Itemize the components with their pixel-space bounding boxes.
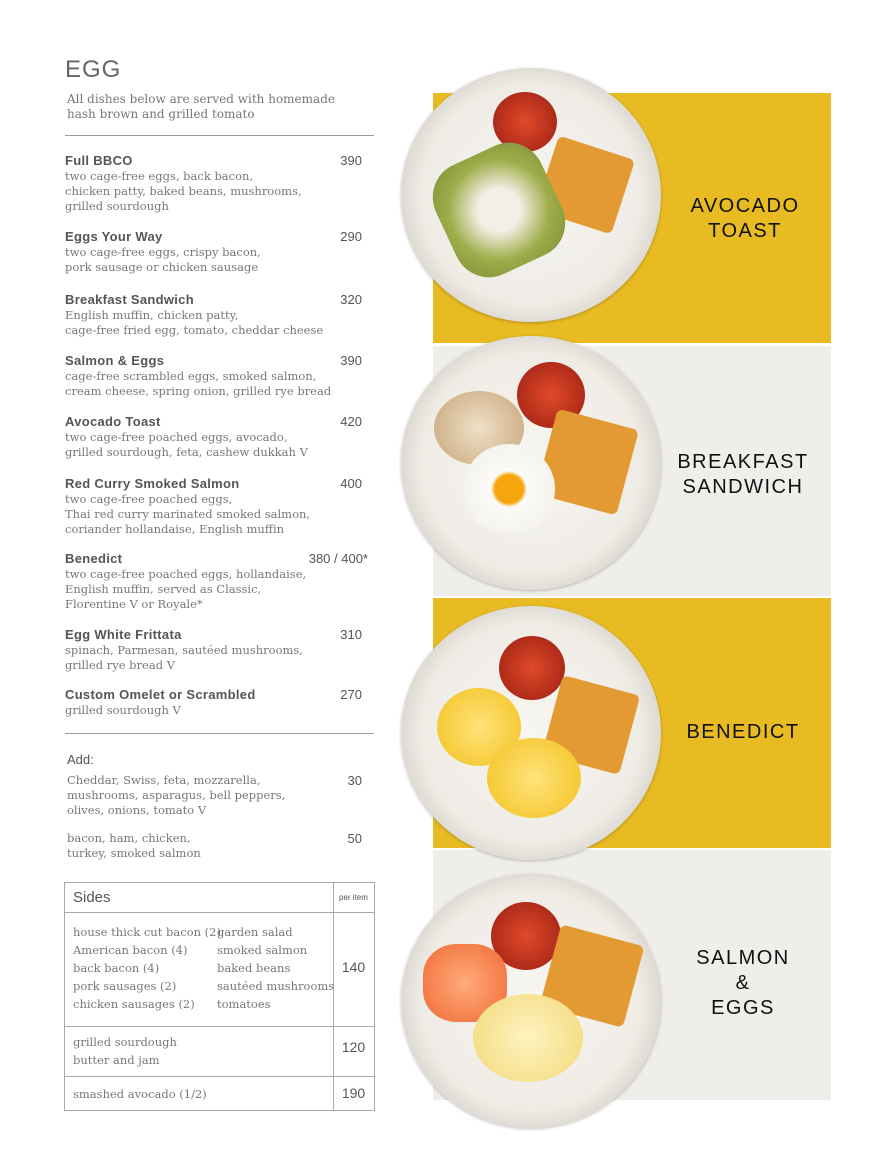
- item-price: 270: [340, 687, 362, 702]
- side-items-col1: smashed avocado (1/2): [73, 1087, 207, 1101]
- addon-price: 50: [347, 831, 362, 846]
- menu-item: [65, 551, 370, 612]
- sides-header-row: [65, 883, 374, 913]
- item-name: Salmon & Eggs: [65, 353, 165, 368]
- item-price: 390: [340, 153, 362, 168]
- avocado-toast-plate-image: [401, 68, 661, 322]
- item-price: 390: [340, 353, 362, 368]
- menu-item: [65, 476, 370, 537]
- sides-table: [64, 882, 375, 1111]
- item-name: Red Curry Smoked Salmon: [65, 476, 240, 491]
- section-subtitle: All dishes below are served with homemade hash brown and grilled tomato: [67, 92, 335, 121]
- menu-item: [65, 229, 370, 275]
- section-title: EGG: [65, 56, 122, 83]
- table-row: [65, 1077, 374, 1110]
- menu-item: [65, 153, 370, 214]
- table-row: [65, 1027, 374, 1077]
- per-item-label: per item: [339, 893, 368, 902]
- dish-label-breakfast-sandwich: BREAKFAST SANDWICH: [677, 451, 809, 498]
- addon-price: 30: [347, 773, 362, 788]
- dish-label-benedict: BENEDICT: [686, 721, 800, 743]
- table-row: [65, 913, 374, 1027]
- item-name: Breakfast Sandwich: [65, 292, 194, 307]
- item-description: cage-free scrambled eggs, smoked salmon, cream cheese, spring onion, grilled rye bread: [65, 369, 332, 398]
- addon-description: Cheddar, Swiss, feta, mozzarella, mushrooms, asparagus, bell peppers, olives, onions, tomato V: [67, 773, 286, 817]
- salmon-eggs-plate-image: [401, 874, 661, 1128]
- poached-egg-image: [487, 738, 581, 818]
- menu-item: [65, 353, 370, 399]
- item-description: spinach, Parmesan, sautéed mushrooms, grilled rye bread V: [65, 643, 303, 672]
- item-name: Eggs Your Way: [65, 229, 163, 244]
- sides-title: Sides: [73, 889, 111, 906]
- item-name: Egg White Frittata: [65, 627, 182, 642]
- item-description: two cage-free poached eggs, avocado, grilled sourdough, feta, cashew dukkah V: [65, 430, 308, 459]
- item-price: 380 / 400*: [308, 551, 368, 566]
- item-price: 400: [340, 476, 362, 491]
- side-price: 120: [341, 1039, 366, 1055]
- item-description: grilled sourdough V: [65, 703, 181, 717]
- item-description: two cage-free eggs, back bacon, chicken patty, baked beans, mushrooms, grilled sourdough: [65, 169, 302, 213]
- fried-egg-image: [463, 444, 555, 534]
- item-price: 290: [340, 229, 362, 244]
- side-items-col1: house thick cut bacon (2) American bacon (4) back bacon (4) pork sausages (2) chicken sausages (2): [73, 925, 221, 1011]
- item-price: 320: [340, 292, 362, 307]
- item-name: Benedict: [65, 551, 123, 566]
- benedict-plate-image: [401, 606, 661, 860]
- addon-option: [67, 773, 367, 818]
- addon-description: bacon, ham, chicken, turkey, smoked salmon: [67, 831, 201, 860]
- divider: [65, 135, 374, 136]
- item-description: two cage-free poached eggs, hollandaise, English muffin, served as Classic, Florentine V or Royale*: [65, 567, 307, 611]
- item-name: Full BBCO: [65, 153, 133, 168]
- side-items-col1: grilled sourdough butter and jam: [73, 1035, 177, 1067]
- side-items-col2: garden salad smoked salmon baked beans sautéed mushrooms tomatoes: [217, 925, 335, 1011]
- addon-option: [67, 831, 367, 861]
- side-price: 190: [341, 1085, 366, 1101]
- menu-item: [65, 687, 370, 718]
- side-price: 140: [341, 959, 366, 975]
- menu-item: [65, 414, 370, 460]
- breakfast-sandwich-plate-image: [401, 336, 661, 590]
- item-description: two cage-free eggs, crispy bacon, pork sausage or chicken sausage: [65, 245, 261, 274]
- item-price: 420: [340, 414, 362, 429]
- grilled-tomato-image: [499, 636, 565, 700]
- item-price: 310: [340, 627, 362, 642]
- item-description: two cage-free poached eggs, Thai red curry marinated smoked salmon, coriander hollandaise, English muffin: [65, 492, 311, 536]
- divider: [65, 733, 374, 734]
- item-name: Custom Omelet or Scrambled: [65, 687, 256, 702]
- item-description: English muffin, chicken patty, cage-free fried egg, tomato, cheddar cheese: [65, 308, 324, 337]
- menu-item: [65, 292, 370, 338]
- dish-label-avocado-toast: AVOCADO TOAST: [690, 195, 800, 242]
- dish-label-salmon-eggs: SALMON & EGGS: [696, 947, 790, 1019]
- add-label: Add:: [67, 752, 94, 767]
- menu-item: [65, 627, 370, 673]
- item-name: Avocado Toast: [65, 414, 161, 429]
- scrambled-eggs-image: [473, 994, 583, 1082]
